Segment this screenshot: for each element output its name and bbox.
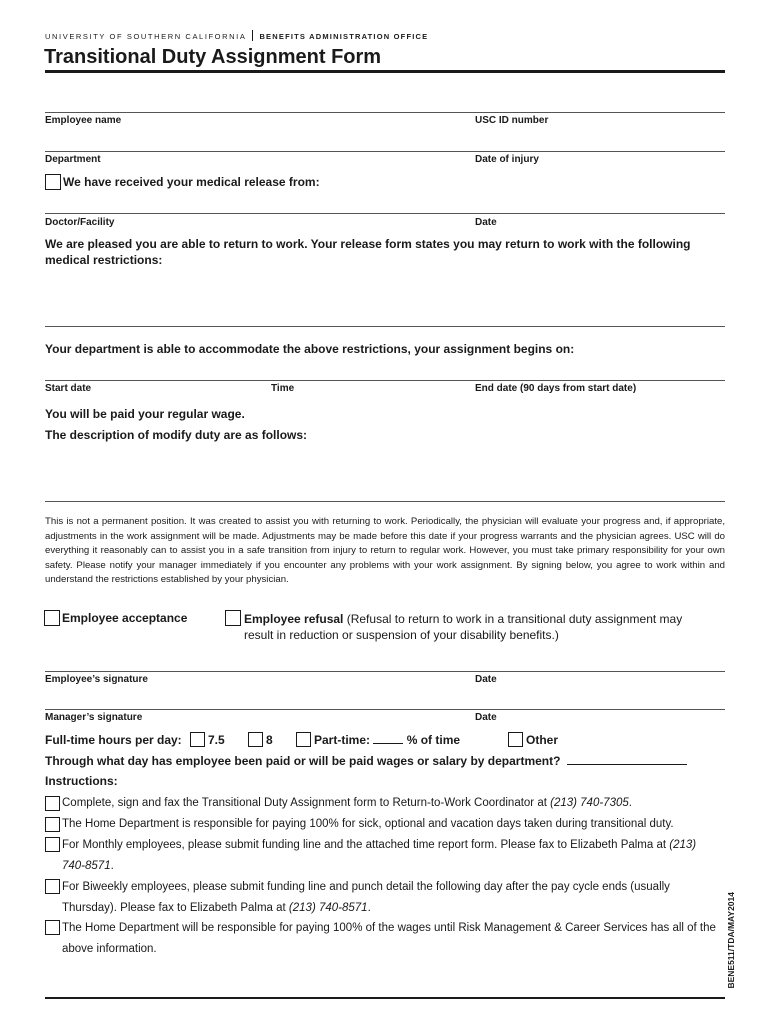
employee-name-line[interactable] (45, 112, 725, 113)
header-divider (252, 30, 253, 41)
employee-signature-date-label: Date (475, 674, 497, 685)
paid-question: Through what day has employee been paid or will be paid wages or salary by department? (45, 754, 561, 768)
other-hours-checkbox[interactable] (508, 732, 523, 747)
manager-signature-line[interactable] (45, 709, 725, 710)
manager-signature-label: Manager’s signature (45, 712, 143, 723)
employee-acceptance-label: Employee acceptance (62, 611, 188, 625)
instruction-4-phone: (213) 740-8571 (288, 902, 368, 914)
instruction-1 (62, 793, 727, 814)
instruction-4 (62, 877, 722, 919)
instruction-3-checkbox[interactable] (45, 837, 60, 852)
paid-through-blank[interactable] (567, 764, 687, 765)
footer-rule (45, 997, 725, 999)
hours-8-label: 8 (266, 733, 273, 747)
instruction-1-checkbox[interactable] (45, 796, 60, 811)
employee-refusal-text (244, 611, 714, 643)
refusal-note: (Refusal to return to work in a transitional duty assignment may result in reduction or suspension of your disability benefits.) (244, 612, 683, 642)
start-date-label: Start date (45, 383, 92, 394)
instruction-2-text: The Home Department is responsible for paying 100% for sick, optional and vacation days taken during transitional duty. (62, 818, 674, 830)
manager-signature-date-label: Date (475, 712, 497, 723)
part-time-label: Part-time: (314, 733, 371, 747)
instruction-4-suffix: . (367, 902, 371, 914)
instruction-4-checkbox[interactable] (45, 879, 60, 894)
instruction-1-text: Complete, sign and fax the Transitional Duty Assignment form to Return-to-Work Coordinator at (62, 797, 551, 809)
regular-wage-text: You will be paid your regular wage. (45, 407, 245, 421)
end-date-label: End date (90 days from start date) (475, 383, 637, 394)
title-rule (45, 70, 725, 73)
notice-paragraph: This is not a permanent position. It was created to assist you with returning to work. Periodically, the physician will evaluate your progress and, if appropriate, adjustments in the work assignment will be made. Adjustments may be made before this date if your progress warrants and the physician agrees. USC will do everything it reasonably can to assist you in a safe transition from injury to return to regular work. However, you must take primary responsibility for your own safety. Please notify your manager immediately if you encounter any problems with your work assignment. By signing below, you agree to work within and understand the restrictions established by your physician. (45, 516, 725, 585)
instruction-3-text: For Monthly employees, please submit funding line and the attached time report form. Please fax to Elizabeth Palma at (62, 839, 670, 851)
office-name: BENEFITS ADMINISTRATION OFFICE (259, 32, 429, 41)
instruction-3 (62, 835, 717, 877)
instructions-heading: Instructions: (45, 774, 118, 788)
instruction-5-text: The Home Department will be responsible for paying 100% of the wages until Risk Management & Career Services has all of the above information. (62, 922, 716, 955)
part-time-text (314, 733, 460, 747)
medical-release-checkbox[interactable] (45, 174, 61, 190)
doctor-facility-line[interactable] (45, 213, 725, 214)
restrictions-line[interactable] (45, 326, 725, 327)
employee-refusal-checkbox[interactable] (225, 610, 241, 626)
header-university-line (45, 30, 428, 41)
paid-question-row (45, 754, 687, 768)
time-label: Time (271, 383, 295, 394)
modify-duty-line[interactable] (45, 501, 725, 502)
return-to-work-text: We are pleased you are able to return to work. Your release form states you may return to work with the following medical restrictions: (45, 237, 691, 267)
form-code: BENE511/TDA/MAY2014 (726, 892, 736, 989)
part-time-percent-blank[interactable] (373, 743, 403, 744)
employee-acceptance-checkbox[interactable] (44, 610, 60, 626)
percent-of-time-label: % of time (406, 733, 461, 747)
hours-7-5-label: 7.5 (208, 733, 225, 747)
instruction-4-text: For Biweekly employees, please submit funding line and punch detail the following day after the pay cycle ends (usually Thursday). Please fax to Elizabeth Palma at (62, 881, 670, 914)
instruction-5 (62, 918, 727, 960)
instruction-3-suffix: . (110, 860, 114, 872)
modify-duty-text: The description of modify duty are as follows: (45, 428, 308, 442)
part-time-checkbox[interactable] (296, 732, 311, 747)
other-hours-label: Other (526, 733, 559, 747)
hours-7-5-checkbox[interactable] (190, 732, 205, 747)
instruction-1-phone: (213) 740-7305 (550, 797, 629, 809)
instruction-2 (62, 814, 727, 835)
university-name: UNIVERSITY OF SOUTHERN CALIFORNIA (45, 32, 247, 41)
employee-signature-label: Employee’s signature (45, 674, 148, 685)
medical-release-label: We have received your medical release from: (63, 175, 320, 189)
date-of-injury-label: Date of injury (475, 154, 539, 165)
employee-signature-line[interactable] (45, 671, 725, 672)
employee-name-label: Employee name (45, 115, 122, 126)
page-title: Transitional Duty Assignment Form (44, 46, 382, 68)
instruction-2-checkbox[interactable] (45, 817, 60, 832)
hours-8-checkbox[interactable] (248, 732, 263, 747)
department-line[interactable] (45, 151, 725, 152)
usc-id-label: USC ID number (475, 115, 549, 126)
hours-label: Full-time hours per day: (45, 733, 182, 747)
assignment-dates-line[interactable] (45, 380, 725, 381)
accommodate-text: Your department is able to accommodate the above restrictions, your assignment begins on: (45, 342, 575, 356)
instruction-5-checkbox[interactable] (45, 920, 60, 935)
instruction-1-suffix: . (628, 797, 632, 809)
employee-refusal-label: Employee refusal (244, 612, 344, 626)
instruction-3-phone: (213) 740-8571 (62, 839, 697, 872)
release-date-label: Date (475, 217, 497, 228)
doctor-facility-label: Doctor/Facility (45, 217, 115, 228)
department-label: Department (45, 154, 101, 165)
